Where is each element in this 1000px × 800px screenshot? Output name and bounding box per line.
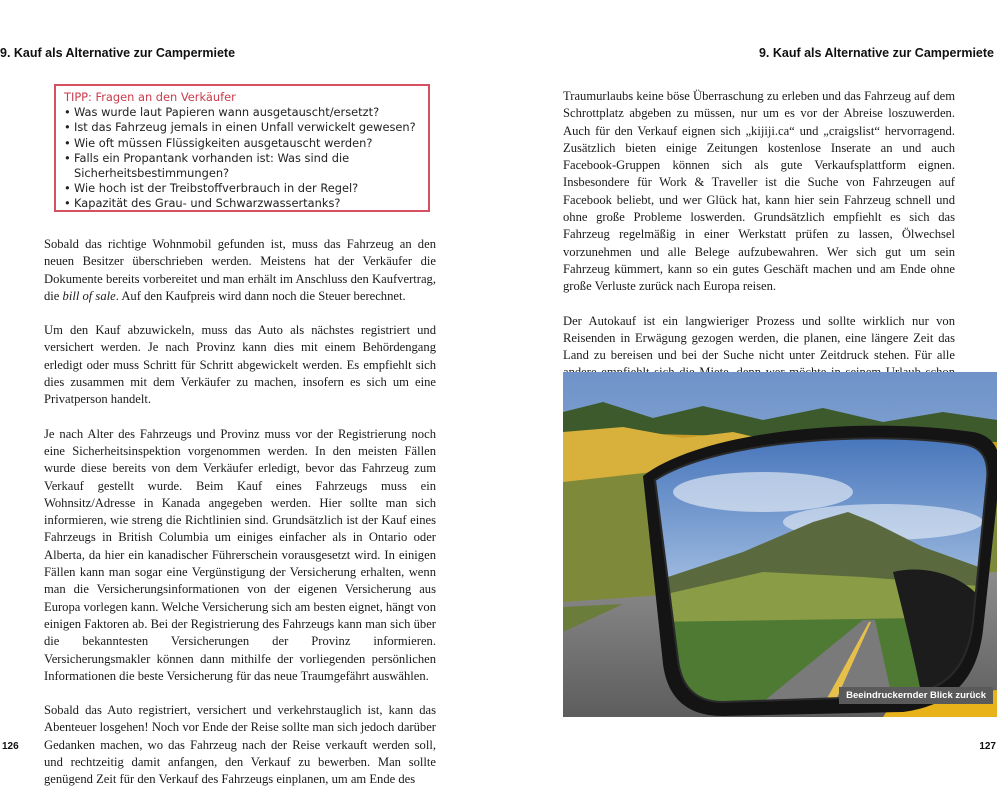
tip-item: • Wie hoch ist der Treibstoffverbrauch in der Regel? — [64, 181, 420, 196]
photo-caption: Beeindruckernder Blick zurück — [839, 687, 993, 704]
tip-title: TIPP: Fragen an den Verkäufer — [64, 90, 236, 104]
tip-item: • Falls ein Propantank vorhanden ist: Was sind die Sicherheitsbestimmungen? — [64, 151, 420, 181]
emphasis-term: bill of sale — [62, 288, 116, 303]
tip-item: • Wie oft müssen Flüssigkeiten ausgetauscht werden? — [64, 136, 420, 151]
tip-item: • Ist das Fahrzeug jemals in einen Unfall verwickelt gewesen? — [64, 120, 420, 135]
tip-list — [64, 105, 420, 211]
left-running-header: 9. Kauf als Alternative zur Campermiete — [0, 46, 236, 60]
right-page-number: 127 — [979, 741, 996, 752]
left-page-number: 126 — [2, 741, 19, 752]
body-paragraph: Sobald das richtige Wohnmobil gefunden ist, muss das Fahrzeug an den neuen Besitzer überschrieben werden. Meistens hat der Verkäufer die Dokumente bereits vorbereitet und man erhält im Anschluss den Kaufvertrag, die bill of sale. Auf den Kaufpreis wird dann noch die Steuer berechnet. — [44, 237, 436, 303]
tip-box — [54, 84, 430, 212]
left-body-text — [44, 236, 436, 789]
tip-item: • Kapazität des Grau- und Schwarzwassertanks? — [64, 196, 420, 211]
body-paragraph: Traumurlaubs keine böse Überraschung zu erleben und das Fahrzeug auf dem Schrottplatz abgeben zu müssen, nur um es vor der Abreise loszuwerden. Auch für den Verkauf eignen sich „kijiji.ca“ und „craigslist“ hervorragend. Zusätzlich bieten einige Zeitungen kostenlose Inserate an und auch Facebook-Gruppen können sich als gute Verkaufsplattform eignen. Insbesondere für Work & Traveller ist die Suche von Fahrzeugen auf Facebook beliebt, und wer Glück hat, kann hier sein Fahrzeug schnell und ohne große Probleme loswerden. Grundsätzlich empfiehlt es sich das Fahrzeug regelmäßig in einer Werkstatt prüfen zu lassen, Ölwechsel vorzunehmen und alle Belege aufzubewahren. Wer sich gut um sein Fahrzeug kümmert, kann so ein gutes Geschäft machen und am Ende ohne große Verluste zurück nach Europa reisen. — [563, 89, 955, 294]
body-paragraph: Je nach Alter des Fahrzeugs und Provinz muss vor der Registrierung noch eine Sicherheitsinspektion vorgenommen werden. In den meisten Fällen wurde diese bereits von dem Verkäufer erledigt, bevor das Fahrzeug zum Verkauf gestellt wurde. Beim Kauf eines Fahrzeugs muss ein Wohnsitz/Adresse in Kanada angegeben werden. Hier sollte man sich informieren, wie streng die Richtlinien sind. Grundsätzlich ist der Kauf eines Fahrzeugs in British Columbia um einiges einfacher als in Ontario oder Alberta, da hier ein kanadischer Führerschein vorausgesetzt wird. In einigen Fällen kann man sogar eine Vergünstigung der Versicherung erhalten, wenn man die Versicherungsinformationen von der eigenen Versicherung aus Europa vorlegen kann. Welche Versicherung sich am besten eignet, hängt von einigen Faktoren ab. Bei der Registrierung des Fahrzeugs kann man sich über die bekanntesten Versicherungen der Provinz informieren. Versicherungsmakler können dann mithilfe der vorliegenden persönlichen Informationen die beste Versicherung für das neue Traumgefährt auswählen. — [44, 426, 436, 683]
body-paragraph: Sobald das Auto registriert, versichert und verkehrstauglich ist, kann das Abenteuer losgehen! Noch vor Ende der Reise sollte man sich jedoch darüber Gedanken machen, wo das Fahrzeug nach der Reise verkauft werden soll, und rechtzeitig damit anfangen, den Verkauf zu bewerben. Man sollte genügend Zeit für den Verkauf des Fahrzeugs einplanen, um am Ende des — [44, 703, 436, 787]
body-paragraph: Der Autokauf ist ein langwieriger Prozess und sollte wirklich nur von Reisenden in Erwägung gezogen werden, die planen, eine längere Zeit das Land zu bereisen und bei der Suche nicht unter Zeitdruck stehen. Für alle — [563, 313, 955, 363]
photo-illustration — [563, 372, 997, 717]
tip-item: • Was wurde laut Papieren wann ausgetauscht/ersetzt? — [64, 105, 420, 120]
mirror-landscape-photo — [563, 372, 997, 717]
right-body-text — [563, 88, 955, 399]
body-paragraph: Um den Kauf abzuwickeln, muss das Auto als nächstes registriert und versichert werden. Je nach Provinz kann dies mit einem Behördengang erledigt oder muss Schritt für Schritt abgewickelt werden. Es empfiehlt sich dies zusammen mit dem Verkäufer zu machen, insofern es sich um eine Privatperson handelt. — [44, 323, 436, 407]
right-running-header: 9. Kauf als Alternative zur Campermiete — [758, 46, 994, 60]
